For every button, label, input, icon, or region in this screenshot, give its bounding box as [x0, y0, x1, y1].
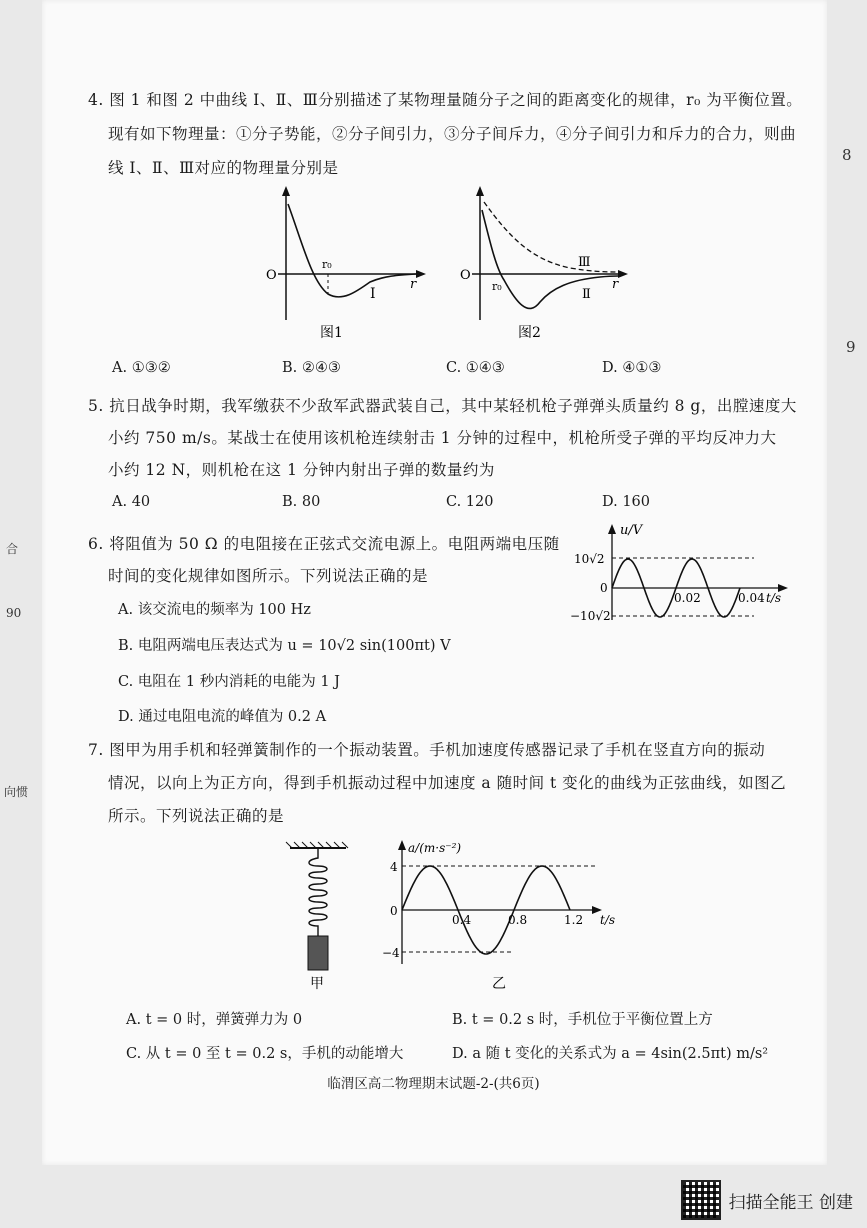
q4-option-b[interactable]: B. ②④③ [282, 360, 341, 376]
q4-stem-line3: 线 Ⅰ、Ⅱ、Ⅲ对应的物理量分别是 [108, 159, 339, 177]
q5-option-b[interactable]: B. 80 [282, 494, 321, 510]
q7-stem-line1: 7. 图甲为用手机和轻弹簧制作的一个振动装置。手机加速度传感器记录了手机在竖直方向的振动 [88, 741, 766, 759]
q5-stem-line2: 小约 750 m/s。某战士在使用该机枪连续射击 1 分钟的过程中，机枪所受子弹的平均反冲力大 [108, 429, 777, 447]
q6-option-c[interactable]: C. 电阻在 1 秒内消耗的电能为 1 J [118, 674, 340, 690]
q6-voltage-chart [570, 520, 800, 628]
q4-stem-line2: 现有如下物理量：①分子势能，②分子间引力，③分子间斥力，④分子间引力和斥力的合力，则曲 [108, 125, 797, 143]
q4-fig1-axis-r: r [410, 277, 417, 292]
q5-stem-line1: 5. 抗日战争时期，我军缴获不少敌军武器武装自己，其中某轻机枪子弹弹头质量约 8 g，出膛速度大 [88, 397, 797, 415]
q4-fig1-r0: r₀ [322, 258, 332, 271]
q7-stem-line3: 所示。下列说法正确的是 [108, 807, 285, 825]
q7-tick-04: 0.4 [452, 913, 472, 927]
q4-figure-2 [460, 182, 630, 342]
q7-y-max-label: 4 [390, 860, 398, 874]
margin-mark: 9 [846, 338, 856, 356]
page-footer: 临渭区高二物理期末试题-2-(共6页) [327, 1076, 540, 1092]
q4-fig2-r0: r₀ [492, 280, 502, 293]
q6-option-a[interactable]: A. 该交流电的频率为 100 Hz [118, 602, 311, 618]
q6-y-axis-label: u/V [620, 523, 643, 538]
q4-option-d[interactable]: D. ④①③ [602, 360, 662, 376]
q6-tick-004: 0.04 [738, 591, 765, 605]
margin-mark: 合 [6, 542, 19, 556]
q4-fig2-curve2-label: Ⅱ [582, 287, 591, 302]
q7-option-b[interactable]: B. t = 0.2 s 时，手机位于平衡位置上方 [452, 1012, 713, 1028]
q7-fig-yi-label: 乙 [492, 976, 506, 992]
watermark-text: 扫描全能王 创建 [728, 1192, 853, 1213]
q4-fig2-curve3-label: Ⅲ [578, 255, 591, 270]
q7-x-axis-label: t/s [600, 913, 616, 927]
q4-fig2-caption: 图2 [518, 325, 541, 341]
q4-fig1-origin: O [266, 268, 277, 283]
qr-code-icon [681, 1180, 721, 1220]
q7-fig-jia-label: 甲 [310, 976, 324, 990]
q5-option-d[interactable]: D. 160 [602, 494, 651, 510]
q5-option-a[interactable]: A. 40 [112, 494, 151, 510]
margin-mark: 8 [842, 146, 852, 164]
q6-y-max-label: 10√2 [574, 552, 605, 566]
q7-acceleration-chart [364, 836, 624, 994]
q4-fig2-origin: O [460, 268, 471, 283]
q7-option-c[interactable]: C. 从 t = 0 至 t = 0.2 s，手机的动能增大 [126, 1046, 404, 1062]
q7-y-axis-label: a/(m·s⁻²) [408, 841, 462, 855]
q7-option-d[interactable]: D. a 随 t 变化的关系式为 a = 4sin(2.5πt) m/s² [452, 1046, 769, 1062]
q4-figure-1 [258, 182, 428, 342]
q7-stem-line2: 情况，以向上为正方向，得到手机振动过程中加速度 a 随时间 t 变化的曲线为正弦曲线，如图乙 [108, 774, 787, 792]
q6-y-min-label: −10√2 [570, 609, 611, 623]
scanner-watermark [681, 1180, 853, 1220]
q6-option-d[interactable]: D. 通过电阻电流的峰值为 0.2 A [118, 709, 327, 725]
q5-stem-line3: 小约 12 N，则机枪在这 1 分钟内射出子弹的数量约为 [108, 461, 495, 479]
q7-tick-12: 1.2 [564, 913, 584, 927]
q7-tick-08: 0.8 [508, 913, 528, 927]
q7-y-min-label: −4 [382, 946, 400, 960]
q6-zero-label: 0 [600, 581, 608, 595]
q7-zero-label: 0 [390, 904, 398, 918]
margin-mark: 向惯 [4, 785, 29, 799]
q6-x-axis-label: t/s [766, 591, 782, 605]
q4-stem-line1: 4. 图 1 和图 2 中曲线 Ⅰ、Ⅱ、Ⅲ分别描述了某物理量随分子之间的距离变化的规律，r₀ 为平衡位置。 [88, 91, 803, 109]
q6-tick-002: 0.02 [674, 591, 701, 605]
q4-fig1-curve-label: Ⅰ [370, 286, 376, 302]
q7-spring-device [284, 840, 354, 990]
q4-fig2-axis-r: r [612, 277, 619, 292]
q4-option-a[interactable]: A. ①③② [112, 360, 171, 376]
q6-option-b[interactable]: B. 电阻两端电压表达式为 u = 10√2 sin(100πt) V [118, 638, 451, 654]
q6-stem-line2: 时间的变化规律如图所示。下列说法正确的是 [108, 567, 429, 585]
q4-option-c[interactable]: C. ①④③ [446, 360, 505, 376]
margin-mark: 90 [6, 606, 22, 620]
q6-stem-line1: 6. 将阻值为 50 Ω 的电阻接在正弦式交流电源上。电阻两端电压随 [88, 535, 560, 553]
q4-fig1-caption: 图1 [320, 325, 343, 341]
q7-option-a[interactable]: A. t = 0 时，弹簧弹力为 0 [126, 1012, 303, 1028]
q5-option-c[interactable]: C. 120 [446, 494, 494, 510]
